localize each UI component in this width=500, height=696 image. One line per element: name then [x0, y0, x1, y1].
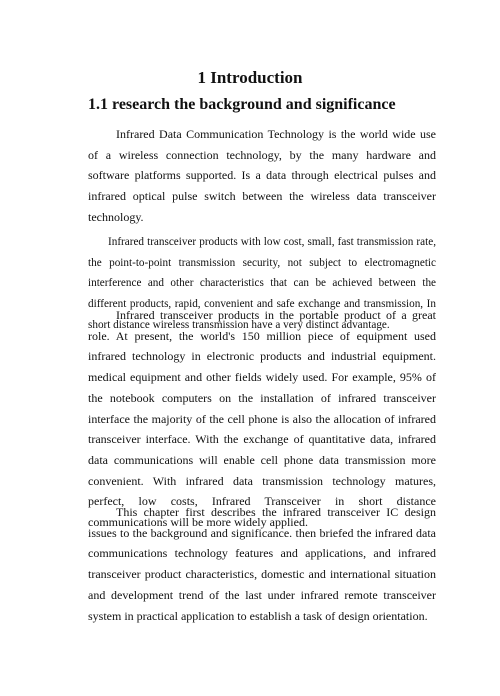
- paragraph-2: Infrared transceiver products with low cost, small, fast transmission rate, the point-to-point transmission security, not subject to electromagnetic interference and other characteristics that can be achieved between the different products, rapid, convenient and safe exchange and transmission, In short distance wireless transmission have a very distinct advantage.: [88, 236, 436, 331]
- chapter-title: 1 Introduction: [197, 68, 303, 87]
- paragraph-1: Infrared Data Communication Technology is the world wide use of a wireless connection technology, by the many hardware and software platforms supported. Is a data through electrical pulses and infrared optical pulse switch between the wireless data transceiver technology.: [88, 127, 436, 224]
- paragraph-4: This chapter first describes the infrared transceiver IC design issues to the background and significance. then briefed the infrared data communications technology features and applications, and infrared transceiver product characteristics, domestic and international situation and development trend of the last under infrared remote transceiver system in practical application to establish a task of design orientation.: [88, 505, 436, 623]
- paragraph-3: Infrared transceiver products in the portable product of a great role. At present, the world's 150 million piece of equipment used infrared technology in electronic products and industrial equipment. medical equipment and other fields widely used. For example, 95% of the notebook computers on the installation of infrared transceiver interface the majority of the cell phone is also the allocation of infrared transceiver interface. With the exchange of quantitative data, infrared data communications will enable cell phone data transmission more convenient. With infrared data transmission technology matures, perfect, low costs, Infrared Transceiver in short distance communications will be more widely applied.: [88, 308, 436, 530]
- section-title: 1.1 research the background and significance: [88, 96, 396, 113]
